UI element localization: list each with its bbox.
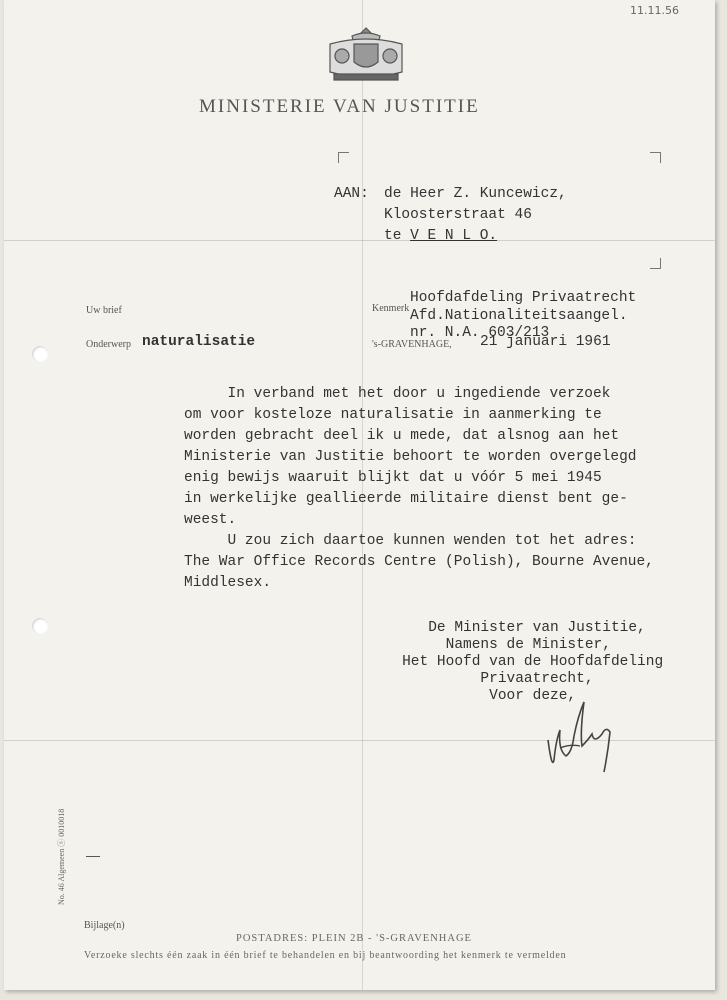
form-code: No. 46 Algemeen ⓢ 0010018 xyxy=(57,808,66,905)
ministry-title: MINISTERIE VAN JUSTITIE xyxy=(199,96,480,117)
kenmerk-line: Hoofdafdeling Privaatrecht xyxy=(410,290,637,306)
onderwerp-label: Onderwerp xyxy=(86,339,131,350)
place-label: 's-GRAVENHAGE, xyxy=(372,339,452,350)
address-line-1: de Heer Z. Kuncewicz, xyxy=(384,186,567,202)
body-line: worden gebracht deel ik u mede, dat alsnog aan het xyxy=(184,428,620,444)
uw-brief-label: Uw brief xyxy=(86,305,122,316)
body-line: enig bewijs waaruit blijkt dat u vóór 5 mei 1945 xyxy=(184,470,602,486)
body-line: in werkelijke geallieerde militaire dienst bent ge- xyxy=(184,491,628,507)
body-line: Ministerie van Justitie behoort te worden overgelegd xyxy=(184,449,637,465)
kenmerk-line: nr. N.A. 603/213 xyxy=(410,325,550,341)
body-line: The War Office Records Centre (Polish), Bourne Avenue, xyxy=(184,554,654,570)
signature-line: De Minister van Justitie, xyxy=(376,620,646,636)
body-line: om voor kosteloze naturalisatie in aanmerking te xyxy=(184,407,602,423)
window-corner-mark xyxy=(338,152,349,163)
signature-line: Voor deze, xyxy=(376,688,577,704)
body-line: weest. xyxy=(184,512,237,528)
address-te: te xyxy=(384,228,402,244)
body-line: In verband met het door u ingediende verzoek xyxy=(184,386,611,402)
signature-line: Namens de Minister, xyxy=(376,637,611,653)
address-prefix: AAN: xyxy=(334,186,369,202)
letter-paper xyxy=(4,0,715,990)
signature-block xyxy=(376,620,663,705)
address-line-3 xyxy=(384,226,497,247)
body-line: U zou zich daartoe kunnen wenden tot het adres: xyxy=(184,533,637,549)
postal-address: POSTADRES: PLEIN 2B - 'S-GRAVENHAGE xyxy=(236,933,472,944)
letter-body xyxy=(184,384,654,594)
letter-date: 21 januari 1961 xyxy=(480,334,611,350)
signature-line: Privaatrecht, xyxy=(376,671,594,687)
punch-hole xyxy=(32,618,48,634)
bijlagen-label: Bijlage(n) xyxy=(84,920,125,931)
address-city: V E N L O. xyxy=(410,228,498,244)
fold-line xyxy=(4,240,715,241)
window-corner-mark xyxy=(650,152,661,163)
kenmerk-line: Afd.Nationaliteitsaangel. xyxy=(410,308,628,324)
footer-instruction: Verzoeke slechts één zaak in één brief te behandelen en bij beantwoording het kenmerk te vermelden xyxy=(84,950,567,961)
coat-of-arms-icon xyxy=(322,24,410,84)
onderwerp-value: naturalisatie xyxy=(142,334,256,350)
dash-mark xyxy=(86,856,100,857)
handwritten-signature-icon xyxy=(540,700,620,795)
corner-note: 11.11.56 xyxy=(630,4,679,17)
signature-line: Het Hoofd van de Hoofdafdeling xyxy=(376,654,664,670)
address-line-2: Kloosterstraat 46 xyxy=(384,207,532,223)
window-corner-mark xyxy=(650,258,661,269)
body-line: Middlesex. xyxy=(184,575,272,591)
kenmerk-label: Kenmerk xyxy=(372,303,410,314)
punch-hole xyxy=(32,346,48,362)
